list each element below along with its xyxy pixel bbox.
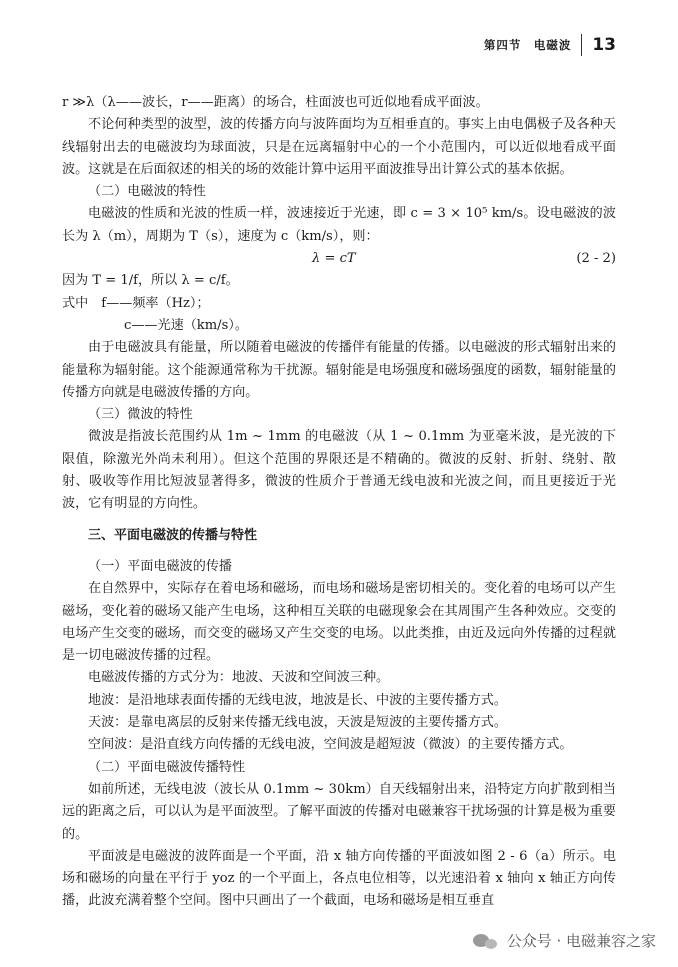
definition: c——光速（km/s）。: [124, 317, 248, 333]
paragraph: 空间波：是沿直线方向传播的无线电波，空间波是超短波（微波）的主要传播方式。: [88, 737, 573, 753]
paragraph: 由于电磁波具有能量，所以随着电磁波的传播伴有能量的传播。以电磁波的形式辐射出来的能量称为辐射能。这个能源通常称为干扰源。辐射能是电场强度和磁场强度的函数，辐射能量的传播方向就是电磁波传播的方向。: [62, 340, 616, 400]
watermark: [473, 930, 656, 951]
paragraph: 天波：是靠电离层的反射来传播无线电波，天波是短波的主要传播方式。: [88, 715, 507, 731]
subheading: （三）微波的特性: [88, 407, 193, 423]
page-number: 13: [592, 35, 616, 55]
paragraph: 电磁波传播的方式分为：地波、天波和空间波三种。: [88, 670, 390, 686]
page-body: [62, 92, 616, 913]
definition: 式中 f——频率（Hz）；: [62, 295, 210, 311]
header-divider: [581, 34, 582, 56]
paragraph: 地波：是沿地球表面传播的无线电波，地波是长、中波的主要传播方式。: [88, 692, 507, 708]
paragraph: 电磁波的性质和光波的性质一样，波速接近于光速，即 c = 3 × 10⁵ km/s。设电磁波的波长为 λ（m），周期为 T（s），速度为 c（km/s），则：: [62, 206, 616, 244]
paragraph: 平面波是电磁波的波阵面是一个平面，沿 x 轴方向传播的平面波如图 2 - 6（a）所示。电场和磁场的向量在平行于 yoz 的一个平面上，各点电位相等，以光速沿着 x 轴向 x 轴正方向传播，此波充满着整个空间。图中只画出了一个截面，电场和磁场是相互垂直: [62, 848, 616, 909]
paragraph: 微波是指波长范围约从 1m ~ 1mm 的电磁波（从 1 ~ 0.1mm 为亚毫米波，是光波的下限值，除激光外尚未利用）。但这个范围的界限还是不精确的。微波的反射、折射、绕射、散射、吸收等作用比短波显著得多，微波的性质介于普通无线电波和光波之间，而且更接近于光波，它有明显的方向性。: [62, 429, 616, 512]
paragraph: r ≫λ（λ——波长，r——距离）的场合，柱面波也可近似地看成平面波。: [62, 95, 489, 110]
paragraph: 在自然界中，实际存在着电场和磁场，而电场和磁场是密切相关的。变化着的电场可以产生磁场，变化着的磁场又能产生电场，这种相互关联的电磁现象会在其周围产生各种效应。交变的电场产生交变的磁场，而交变的磁场又产生交变的电场。以此类推，由近及远向外传播的过程就是一切电磁波传播的过程。: [62, 581, 616, 664]
formula: λ = cT: [312, 251, 356, 267]
paragraph: 因为 T = 1/f，所以 λ = c/f。: [62, 273, 239, 289]
paragraph: 不论何种类型的波型，波的传播方向与波阵面均为互相垂直的。事实上由电偶极子及各种天线辐射出去的电磁波均为球面波，只是在远离辐射中心的一个小范围内，可以近似地看成平面波。这就是在后面叙述的相关的场的效能计算中运用平面波推导出计算公式的基本依据。: [62, 117, 616, 177]
formula-number: (2 - 2): [576, 251, 616, 267]
paragraph: 如前所述，无线电波（波长从 0.1mm ~ 30km）自天线辐射出来，沿特定方向扩散到相当远的距离之后，可以认为是平面波型。了解平面波的传播对电磁兼容干扰场强的计算是极为重要的。: [62, 781, 616, 842]
watermark-text: 公众号 · 电磁兼容之家: [506, 932, 656, 950]
wechat-icon: [473, 931, 499, 951]
subheading: （二）电磁波的特性: [88, 184, 206, 200]
section-title: 第四节 电磁波: [483, 38, 572, 52]
section-heading: 三、平面电磁波的传播与特性: [88, 527, 258, 543]
subheading: （一）平面电磁波的传播: [88, 558, 233, 574]
formula-line: [62, 248, 616, 270]
page-header: [484, 34, 616, 56]
subheading: （二）平面电磁波传播特性: [88, 759, 246, 775]
